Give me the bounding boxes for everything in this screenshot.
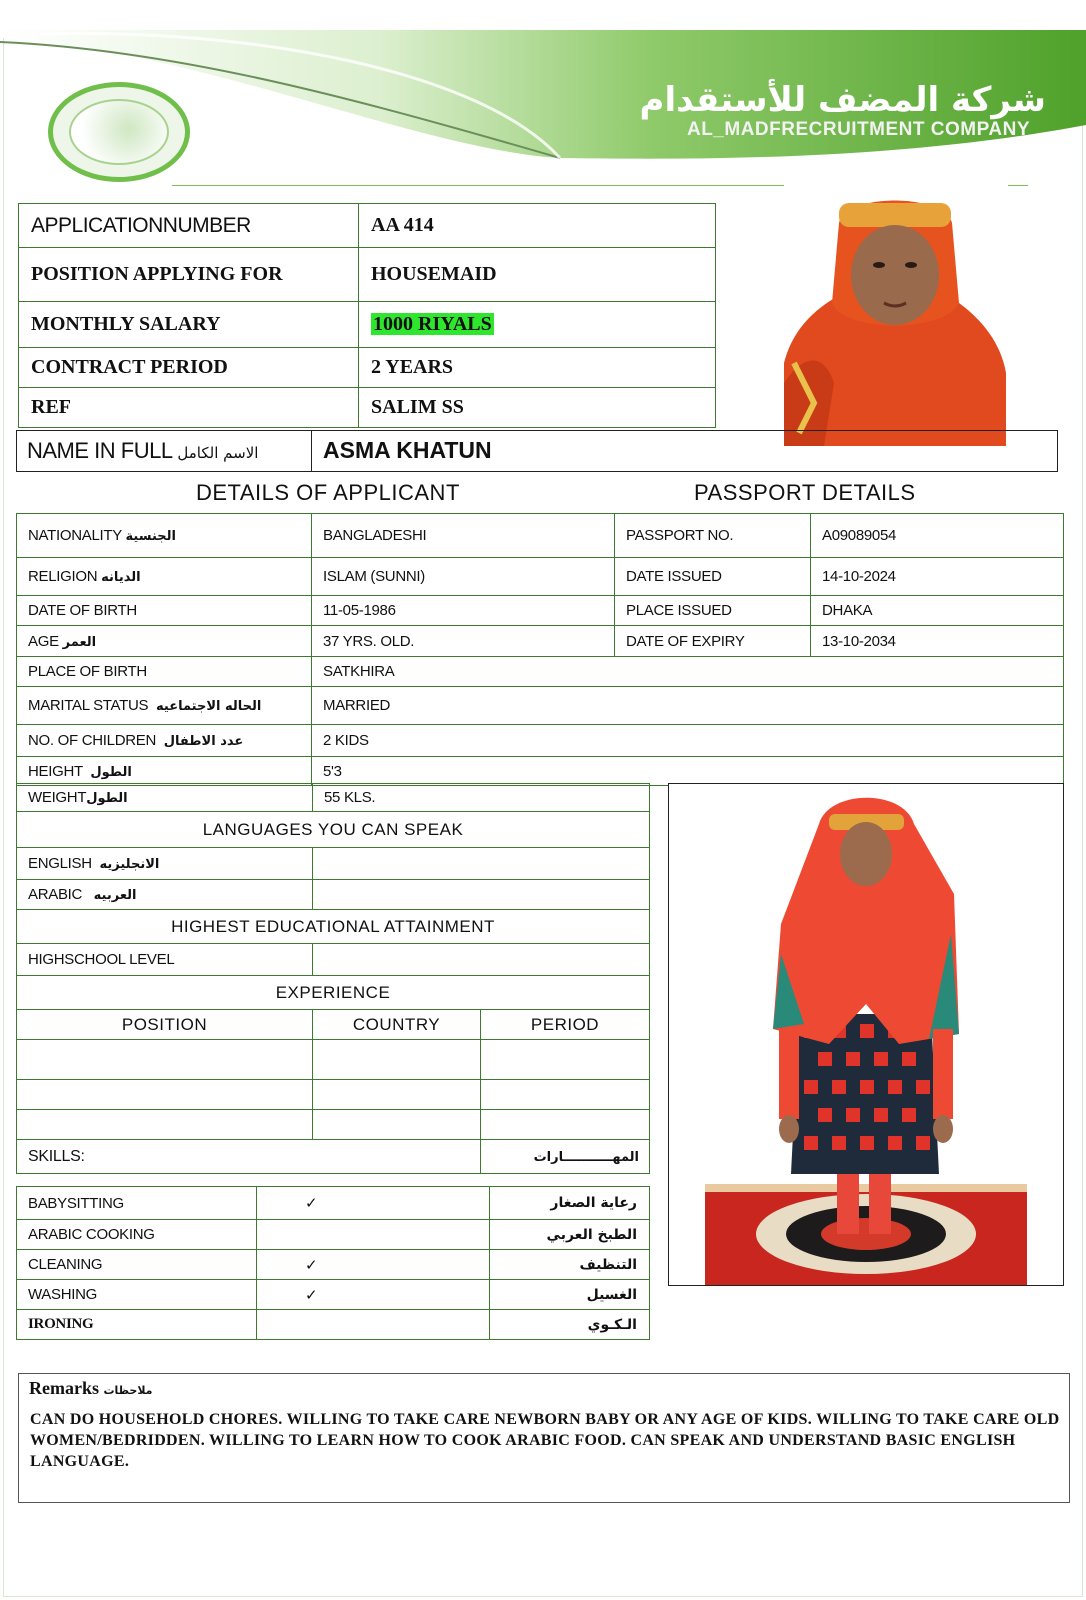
- position-value: HOUSEMAID: [359, 248, 716, 302]
- nationality-label-arabic: الجنسية: [125, 529, 176, 544]
- children-label: NO. OF CHILDREN: [28, 732, 157, 749]
- nationality-value: BANGLADESHI: [312, 514, 615, 558]
- date-issued-value: 14-10-2024: [811, 558, 1064, 596]
- place-issued-label: PLACE ISSUED: [615, 596, 811, 626]
- check-icon: ✓: [257, 1250, 490, 1280]
- skill-row: [17, 1187, 650, 1220]
- salary-value: 1000 RIYALS: [373, 313, 492, 335]
- place-issued-value: DHAKA: [811, 596, 1064, 626]
- remarks-title: Remarks: [29, 1378, 99, 1398]
- nationality-label: NATIONALITY: [28, 527, 122, 544]
- pob-value: SATKHIRA: [312, 657, 1064, 687]
- height-value: 5'3: [312, 757, 1064, 786]
- logo-emblem: [69, 99, 169, 165]
- divider-line: [1008, 185, 1028, 186]
- experience-cell: [17, 1110, 313, 1140]
- age-label-arabic: العمر: [62, 634, 97, 650]
- religion-value: ISLAM (SUNNI): [312, 558, 615, 596]
- skill-name: IRONING: [17, 1310, 257, 1340]
- check-icon: ✓: [257, 1187, 490, 1220]
- date-expiry-label: DATE OF EXPIRY: [615, 626, 811, 657]
- experience-cell: [313, 1080, 481, 1110]
- salary-label: MONTHLY SALARY: [19, 302, 359, 348]
- children-value: 2 KIDS: [312, 725, 1064, 757]
- experience-cell: [313, 1110, 481, 1140]
- experience-row: [17, 1080, 650, 1110]
- full-name-label: NAME IN FULL: [27, 438, 172, 463]
- full-name-value: ASMA KHATUN: [323, 437, 492, 463]
- applicant-details-table: [16, 513, 1064, 786]
- religion-label: RELIGION: [28, 568, 98, 585]
- skill-check-empty: [257, 1220, 490, 1250]
- experience-cell: [481, 1040, 650, 1080]
- remarks-title-arabic: ملاحظات: [103, 1384, 153, 1397]
- height-label-cell: [17, 757, 312, 786]
- skill-name-arabic: رعاية الصغار: [490, 1187, 650, 1220]
- skill-row: [17, 1310, 650, 1340]
- experience-row: [17, 1110, 650, 1140]
- skill-check-empty: [257, 1310, 490, 1340]
- skill-row: [17, 1280, 650, 1310]
- skills-label: SKILLS:: [17, 1140, 481, 1174]
- passport-no-value: A09089054: [811, 514, 1064, 558]
- applicant-section-title: DETAILS OF APPLICANT: [196, 480, 460, 505]
- application-table: [18, 203, 716, 428]
- experience-col-period: PERIOD: [481, 1010, 650, 1040]
- skill-name-arabic: الـكـوي: [490, 1310, 650, 1340]
- skill-name-arabic: التنظيف: [490, 1250, 650, 1280]
- divider-line: [172, 185, 784, 186]
- marital-label-arabic: الحاله الاجتماعيه: [156, 699, 262, 714]
- position-label: POSITION APPLYING FOR: [19, 248, 359, 302]
- date-expiry-value: 13-10-2034: [811, 626, 1064, 657]
- marital-label: MARITAL STATUS: [28, 697, 149, 714]
- application-number-label: APPLICATIONNUMBER: [19, 204, 359, 248]
- skill-name-arabic: الغسيل: [490, 1280, 650, 1310]
- marital-value: MARRIED: [312, 687, 1064, 725]
- children-label-cell: [17, 725, 312, 757]
- full-name-label-arabic: الاسم الكامل: [177, 444, 259, 462]
- education-title: HIGHEST EDUCATIONAL ATTAINMENT: [17, 910, 650, 944]
- skill-row: [17, 1220, 650, 1250]
- english-label: ENGLISH: [28, 855, 92, 872]
- skill-name: WASHING: [17, 1280, 257, 1310]
- skill-row: [17, 1250, 650, 1280]
- skills-label-arabic: المهـــــــــــارات: [533, 1150, 639, 1165]
- arabic-value: [313, 880, 650, 910]
- arabic-label: ARABIC: [28, 886, 83, 903]
- contract-label: CONTRACT PERIOD: [19, 348, 359, 388]
- experience-col-country: COUNTRY: [313, 1010, 481, 1040]
- name-divider: [311, 431, 312, 471]
- education-value: [313, 944, 650, 976]
- weight-label: WEIGHT: [28, 789, 87, 806]
- experience-cell: [481, 1080, 650, 1110]
- skill-name: ARABIC COOKING: [17, 1220, 257, 1250]
- contract-value: 2 YEARS: [359, 348, 716, 388]
- full-name-label-group: [27, 438, 258, 464]
- height-label: HEIGHT: [28, 762, 83, 780]
- experience-cell: [313, 1040, 481, 1080]
- ref-value: SALIM SS: [359, 388, 716, 428]
- skill-name: CLEANING: [17, 1250, 257, 1280]
- full-body-photo: [668, 783, 1064, 1286]
- arabic-label-cell: [17, 880, 313, 910]
- remarks-text: CAN DO HOUSEHOLD CHORES. WILLING TO TAKE CARE NEWBORN BABY OR ANY AGE OF KIDS. WILLING TO TAKE CARE OLD WOMEN/BEDRIDDEN. WILLING TO LEARN HOW TO COOK ARABIC FOOD. CAN SPEAK AND UNDERSTAND BASIC ENGLISH LANGUAGE.: [30, 1411, 1060, 1470]
- experience-row: [17, 1040, 650, 1080]
- religion-label-arabic: الديانه: [101, 570, 141, 585]
- passport-section-title: PASSPORT DETAILS: [694, 480, 916, 505]
- weight-value: 55 KLS.: [313, 784, 650, 812]
- experience-cell: [17, 1080, 313, 1110]
- portrait-photo: [784, 183, 1006, 446]
- skills-label-arabic-cell: [481, 1140, 650, 1174]
- age-value: 37 YRS. OLD.: [312, 626, 615, 657]
- header-banner: [0, 30, 1086, 165]
- full-name-row: [16, 430, 1058, 472]
- religion-label-cell: [17, 558, 312, 596]
- dob-value: 11-05-1986: [312, 596, 615, 626]
- pob-label: PLACE OF BIRTH: [17, 657, 312, 687]
- dob-label: DATE OF BIRTH: [17, 596, 312, 626]
- english-label-cell: [17, 848, 313, 880]
- english-label-arabic: الانجليزيه: [99, 857, 160, 872]
- weight-label-arabic: الطول: [86, 791, 128, 806]
- marital-label-cell: [17, 687, 312, 725]
- english-value: [313, 848, 650, 880]
- experience-title: EXPERIENCE: [17, 976, 650, 1010]
- company-name-arabic: شركة المضف للأستقدام: [639, 80, 1046, 120]
- height-label-arabic: الطول: [90, 764, 132, 780]
- children-label-arabic: عدد الاطفال: [163, 734, 244, 749]
- skill-name: BABYSITTING: [17, 1187, 257, 1220]
- nationality-label-cell: [17, 514, 312, 558]
- company-name-english: AL_MADFRECRUITMENT COMPANY: [686, 119, 1030, 140]
- age-label-cell: [17, 626, 312, 657]
- lower-details-table: [16, 783, 650, 1174]
- experience-cell: [17, 1040, 313, 1080]
- arabic-label-arabic: العربيه: [93, 888, 137, 903]
- education-level: HIGHSCHOOL LEVEL: [17, 944, 313, 976]
- weight-label-cell: [17, 784, 313, 812]
- salary-cell: [359, 302, 716, 348]
- age-label: AGE: [28, 632, 59, 650]
- skill-name-arabic: الطبخ العربي: [490, 1220, 650, 1250]
- experience-cell: [481, 1110, 650, 1140]
- ref-label: REF: [19, 388, 359, 428]
- company-logo: [48, 82, 190, 182]
- languages-title: LANGUAGES YOU CAN SPEAK: [17, 812, 650, 848]
- remarks-title-group: [29, 1378, 153, 1399]
- passport-no-label: PASSPORT NO.: [615, 514, 811, 558]
- check-icon: ✓: [257, 1280, 490, 1310]
- date-issued-label: DATE ISSUED: [615, 558, 811, 596]
- skills-table: [16, 1186, 650, 1340]
- remarks-box: [18, 1373, 1070, 1503]
- experience-col-position: POSITION: [17, 1010, 313, 1040]
- application-number-value: AA 414: [359, 204, 716, 248]
